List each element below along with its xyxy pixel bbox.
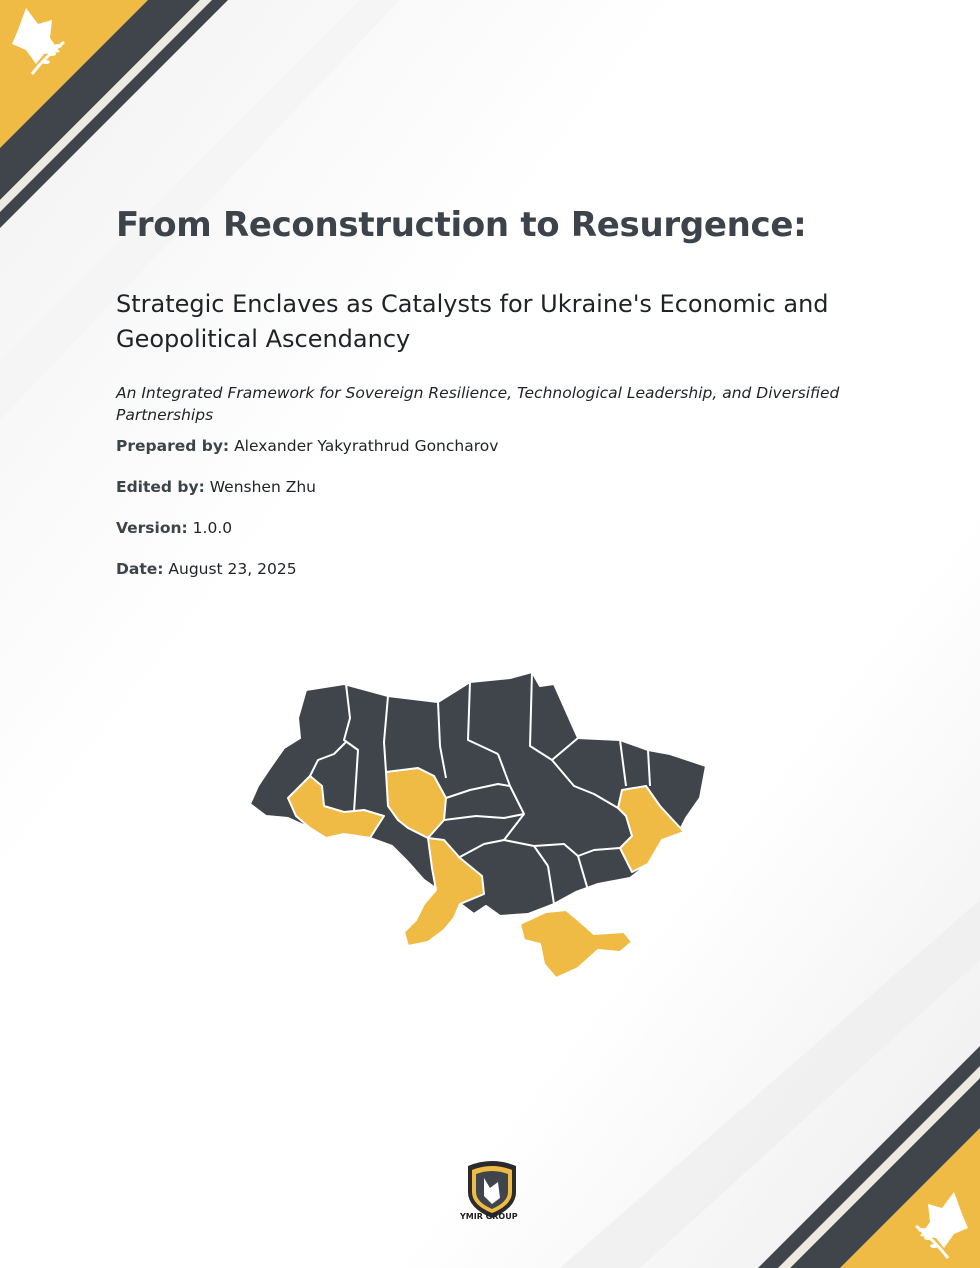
version <box>116 519 232 537</box>
document-tagline: An Integrated Framework for Sovereign Resilience, Technological Leadership, and Diversified Partnerships <box>116 384 840 424</box>
prepared-by <box>116 437 498 455</box>
version-label: Version: <box>116 519 188 537</box>
ukraine-map <box>248 668 710 984</box>
version-value: 1.0.0 <box>192 519 233 537</box>
date <box>116 560 297 578</box>
document-subtitle: Strategic Enclaves as Catalysts for Ukraine's Economic and Geopolitical Ascendancy <box>116 290 829 353</box>
footer-logo-text: YMIR GROUP <box>460 1212 518 1221</box>
date-value: August 23, 2025 <box>168 560 297 578</box>
map-region-crimea <box>520 910 632 978</box>
fox-olive-branch-icon <box>6 4 72 80</box>
prepared-by-value: Alexander Yakyrathrud Goncharov <box>234 437 499 455</box>
edited-by <box>116 478 316 496</box>
fox-olive-branch-icon <box>908 1188 974 1264</box>
edited-by-label: Edited by: <box>116 478 205 496</box>
prepared-by-label: Prepared by: <box>116 437 230 455</box>
document-title: From Reconstruction to Resurgence: <box>116 205 807 245</box>
date-label: Date: <box>116 560 164 578</box>
edited-by-value: Wenshen Zhu <box>209 478 316 496</box>
cover-content <box>116 205 876 578</box>
